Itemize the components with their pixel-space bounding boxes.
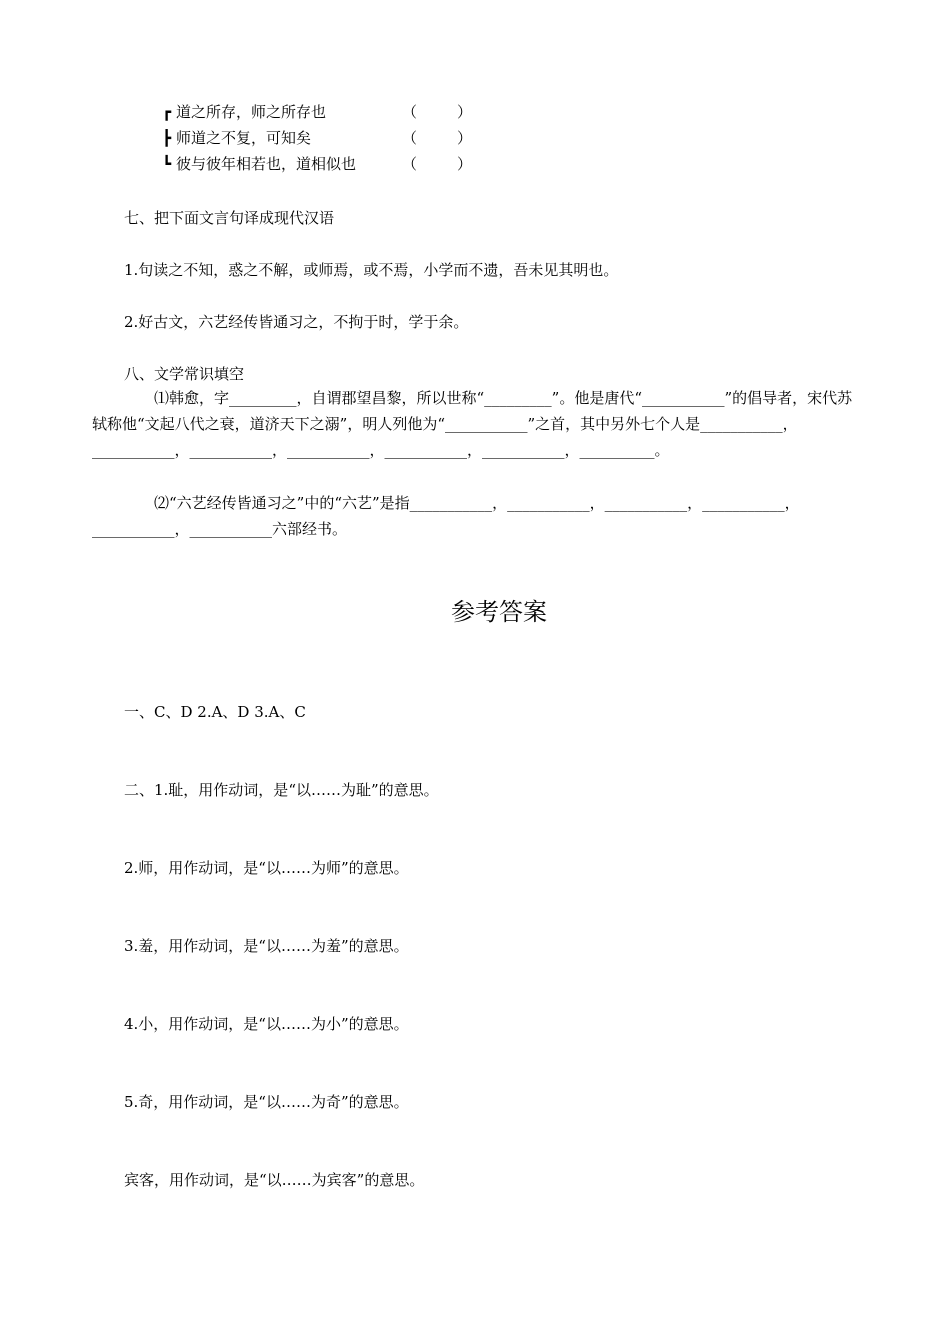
- answer-line-4: 3.羞，用作动词，是“以……为羞”的意思。: [124, 937, 409, 955]
- answer-line-6: 5.奇，用作动词，是“以……为奇”的意思。: [124, 1093, 409, 1111]
- answer-line-2: 二、1.耻，用作动词，是“以……为耻”的意思。: [124, 781, 439, 799]
- answer-parentheses: （ ）: [402, 129, 472, 147]
- section7-heading: 七、把下面文言句译成现代汉语: [124, 209, 335, 227]
- section8-heading: 八、文学常识填空: [124, 365, 245, 383]
- answer-line-3: 2.师，用作动词，是“以……为师”的意思。: [124, 859, 409, 877]
- section8-paragraph-1: ⑴韩愈，字_________，自谓郡望昌黎，所以世称“_________”。他是唐代“___________”的倡导者，宋代苏轼称他“文起八代之衰，道济天下之溺”，明人列他为“___________”之首，其中另外七个人是___________，___________，___________，___________，___________，___________，__________。: [92, 389, 853, 459]
- section7-question-1: 1.句读之不知，惑之不解，或师焉，或不焉，小学而不遗，吾未见其明也。: [124, 261, 619, 279]
- brace-item-text: 师道之不复，可知矣: [176, 129, 312, 147]
- brace-bottom-symbol: ┗: [162, 155, 172, 173]
- brace-item-text: 道之所存，师之所存也: [176, 103, 327, 121]
- section7-question-2: 2.好古文，六艺经传皆通习之，不拘于时，学于余。: [124, 313, 469, 331]
- brace-item-2: [162, 128, 472, 148]
- brace-item-text: 彼与彼年相若也，道相似也: [176, 155, 357, 173]
- brace-item-1: [162, 102, 472, 122]
- brace-item-3: [162, 154, 472, 174]
- brace-top-symbol: ┏: [162, 103, 172, 121]
- answer-line-7: 宾客，用作动词，是“以……为宾客”的意思。: [124, 1171, 425, 1189]
- section8-paragraph-2: ⑵“六艺经传皆通习之”中的“六艺”是指___________，___________，___________，___________，___________，___________六部经书。: [92, 494, 800, 538]
- answers-title: 参考答案: [451, 598, 547, 626]
- answer-line-5: 4.小，用作动词，是“以……为小”的意思。: [124, 1015, 409, 1033]
- answer-parentheses: （ ）: [402, 103, 472, 121]
- answer-line-1: 一、C、D 2.A、D 3.A、C: [124, 703, 306, 721]
- answer-parentheses: （ ）: [402, 155, 472, 173]
- brace-mid-symbol: ┣: [162, 129, 172, 147]
